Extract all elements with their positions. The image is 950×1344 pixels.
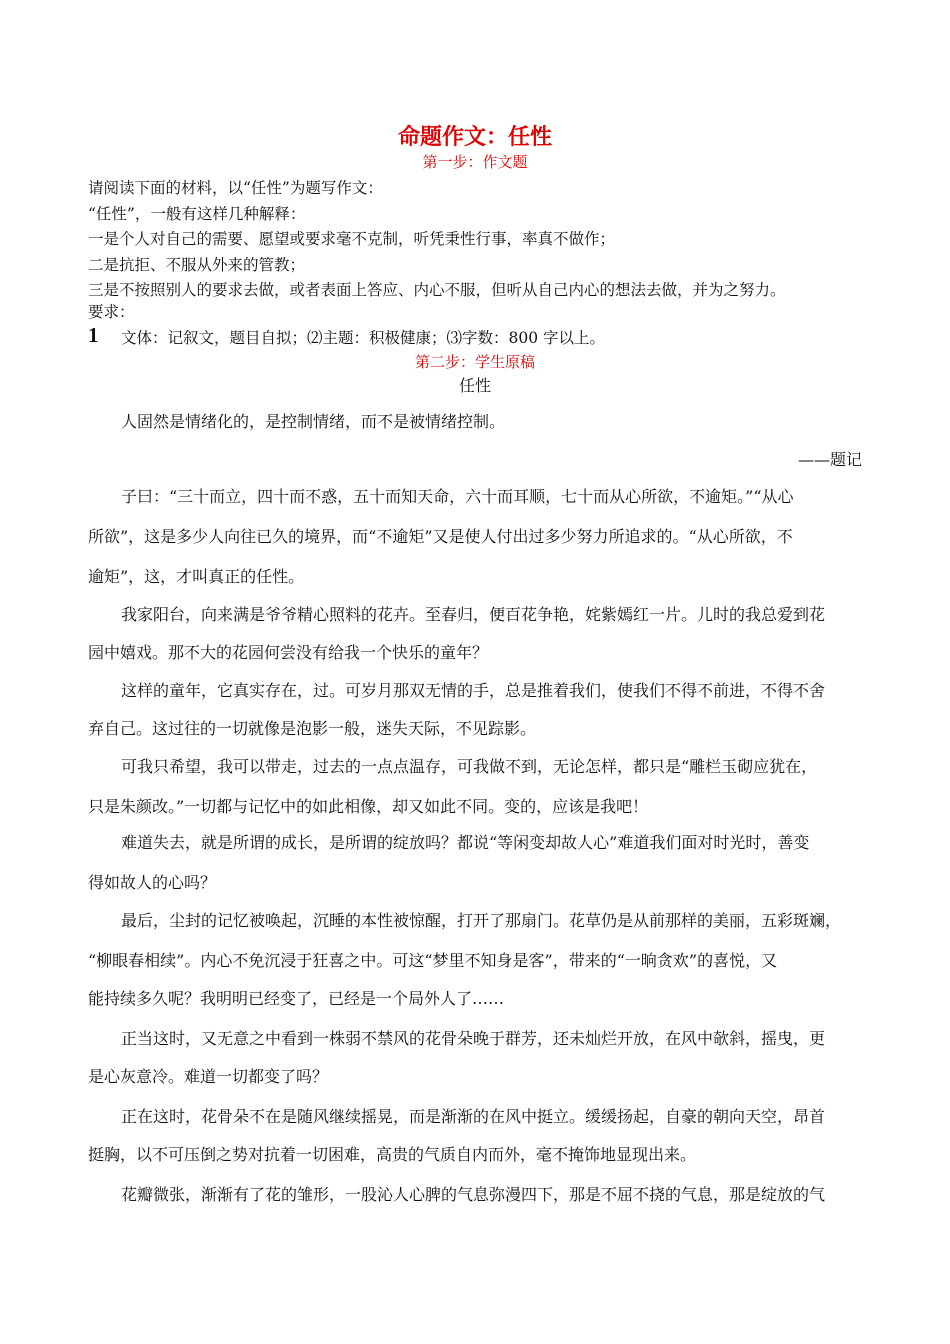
essay-line: 正在这时，花骨朵不在是随风继续摇晃，而是渐渐的在风中挺立。缓缓扬起，自豪的朝向天空，昂首	[121, 1107, 826, 1126]
requirements-label: 要求：	[88, 303, 135, 321]
essay-line: 我家阳台，向来满是爷爷精心照料的花卉。至春归，便百花争艳，姹紫嫣红一片。儿时的我总爱到花	[121, 605, 826, 624]
essay-title: 任性	[458, 376, 491, 395]
essay-line: 弃自己。这过往的一切就像是泡影一般，迷失天际，不见踪影。	[88, 719, 537, 738]
essay-line: 所欲”，这是多少人向往已久的境界，而“不逾矩”又是使人付出过多少努力所追求的。“从心所欲，不	[88, 527, 793, 546]
prompt-intro: 请阅读下面的材料，以“任性”为题写作文：	[88, 179, 383, 197]
essay-line: 挺胸，以不可压倒之势对抗着一切困难，高贵的气质自内而外，毫不掩饰地显现出来。	[88, 1145, 697, 1164]
essay-line: 最后，尘封的记忆被唤起，沉睡的本性被惊醒，打开了那扇门。花草仍是从前那样的美丽，五彩斑斓，	[121, 911, 842, 930]
prompt-definition-intro: “任性”，一般有这样几种解释：	[88, 205, 306, 223]
epigraph-signature: ——题记	[797, 450, 862, 469]
essay-line: 只是朱颜改。”一切都与记忆中的如此相像，却又如此不同。变的，应该是我吧！	[88, 797, 649, 816]
requirement-number: 1	[88, 323, 99, 347]
essay-line: 花瓣微张，渐渐有了花的雏形，一股沁人心脾的气息弥漫四下，那是不屈不挠的气息，那是绽放的气	[121, 1185, 826, 1204]
essay-line: 可我只希望，我可以带走，过去的一点点温存，可我做不到，无论怎样，都只是“雕栏玉砌应犹在，	[121, 757, 818, 776]
prompt-definition-2: 二是抗拒、不服从外来的管教；	[88, 256, 306, 274]
essay-line: 园中嬉戏。那不大的花园何尝没有给我一个快乐的童年？	[88, 643, 489, 662]
step-two-heading: 第二步：学生原稿	[414, 353, 535, 371]
essay-line: 难道失去，就是所谓的成长，是所谓的绽放吗？都说“等闲变却故人心”难道我们面对时光时，善变	[121, 833, 810, 852]
essay-line: 正当这时，又无意之中看到一株弱不禁风的花骨朵晚于群芳，还未灿烂开放，在风中欹斜，摇曳，更	[121, 1029, 826, 1048]
essay-line: 能持续多久呢？我明明已经变了，已经是一个局外人了……	[88, 989, 505, 1008]
essay-line: “柳眼春相续”。内心不免沉浸于狂喜之中。可这“梦里不知身是客”，带来的“一晌贪欢”的喜悦，又	[88, 951, 778, 970]
essay-line: 是心灰意冷。难道一切都变了吗？	[88, 1067, 329, 1086]
essay-line: 得如故人的心吗？	[88, 873, 217, 892]
prompt-definition-3: 三是不按照别人的要求去做，或者表面上答应、内心不服，但听从自己内心的想法去做，并为之努力。	[88, 281, 786, 299]
prompt-definition-1: 一是个人对自己的需要、愿望或要求毫不克制，听凭秉性行事，率真不做作；	[88, 230, 616, 248]
essay-line: 逾矩”，这，才叫真正的任性。	[88, 567, 305, 586]
step-one-heading: 第一步：作文题	[422, 153, 528, 171]
document-title: 命题作文：任性	[397, 125, 552, 150]
requirements-text: 文体：记叙文，题目自拟；⑵主题：积极健康；⑶字数：800 字以上。	[121, 329, 606, 347]
essay-line: 这样的童年，它真实存在，过。可岁月那双无情的手，总是推着我们，使我们不得不前进，不得不舍	[121, 681, 826, 700]
essay-line: 子曰：“三十而立，四十而不惑，五十而知天命，六十而耳顺，七十而从心所欲，不逾矩。”“从心	[121, 487, 794, 506]
essay-epigraph: 人固然是情绪化的，是控制情绪，而不是被情绪控制。	[121, 412, 506, 431]
